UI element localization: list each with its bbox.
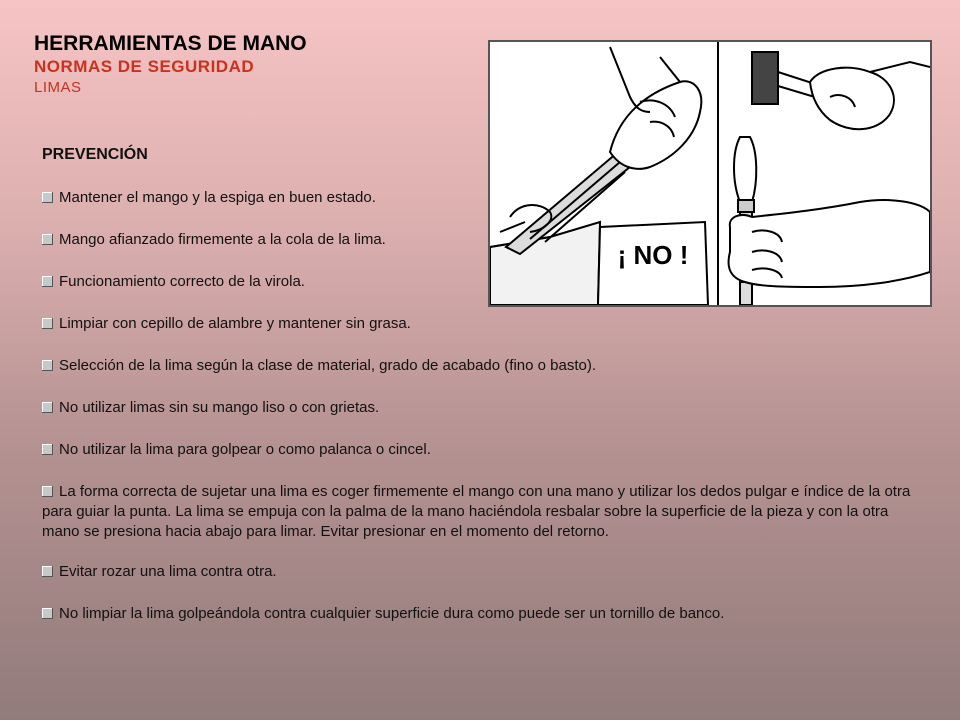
no-warning-text: ¡ NO ! bbox=[617, 240, 689, 270]
checkbox-bullet-icon bbox=[42, 276, 53, 287]
section-label: LIMAS bbox=[34, 79, 82, 96]
page-subtitle: NORMAS DE SEGURIDAD bbox=[34, 57, 255, 76]
title-block bbox=[34, 32, 307, 98]
page-title: HERRAMIENTAS DE MANO bbox=[34, 32, 307, 55]
list-item: Selección de la lima según la clase de material, grado de acabado (fino o basto). bbox=[42, 356, 922, 376]
list-item: Mantener el mango y la espiga en buen estado. bbox=[42, 188, 922, 208]
list-item: Evitar rozar una lima contra otra. bbox=[42, 562, 922, 582]
section-heading: PREVENCIÓN bbox=[42, 146, 148, 163]
checkbox-bullet-icon bbox=[42, 192, 53, 203]
list-item: No limpiar la lima golpeándola contra cualquier superficie dura como puede ser un tornillo de banco. bbox=[42, 604, 922, 624]
checkbox-bullet-icon bbox=[42, 234, 53, 245]
list-item: La forma correcta de sujetar una lima es coger firmemente el mango con una mano y utilizar los dedos pulgar e índice de la otra para guiar la punta. La lima se empuja con la palma de la mano haciéndola resbalar sobre la superficie de la pieza y con la otra mano se presiona hacia abajo para limar. Evitar presionar en el momento del retorno. bbox=[42, 483, 911, 540]
checkbox-bullet-icon bbox=[42, 608, 53, 619]
list-item: No utilizar limas sin su mango liso o con grietas. bbox=[42, 398, 922, 418]
list-item: Limpiar con cepillo de alambre y mantener sin grasa. bbox=[42, 314, 922, 334]
checkbox-bullet-icon bbox=[42, 360, 53, 371]
checkbox-bullet-icon bbox=[42, 486, 53, 497]
list-item: Mango afianzado firmemente a la cola de la lima. bbox=[42, 230, 922, 250]
checkbox-bullet-icon bbox=[42, 402, 53, 413]
checkbox-bullet-icon bbox=[42, 566, 53, 577]
checkbox-bullet-icon bbox=[42, 318, 53, 329]
list-item: Funcionamiento correcto de la virola. bbox=[42, 272, 922, 292]
prevention-section bbox=[42, 145, 922, 646]
checkbox-bullet-icon bbox=[42, 444, 53, 455]
list-item: No utilizar la lima para golpear o como palanca o cincel. bbox=[42, 440, 922, 460]
